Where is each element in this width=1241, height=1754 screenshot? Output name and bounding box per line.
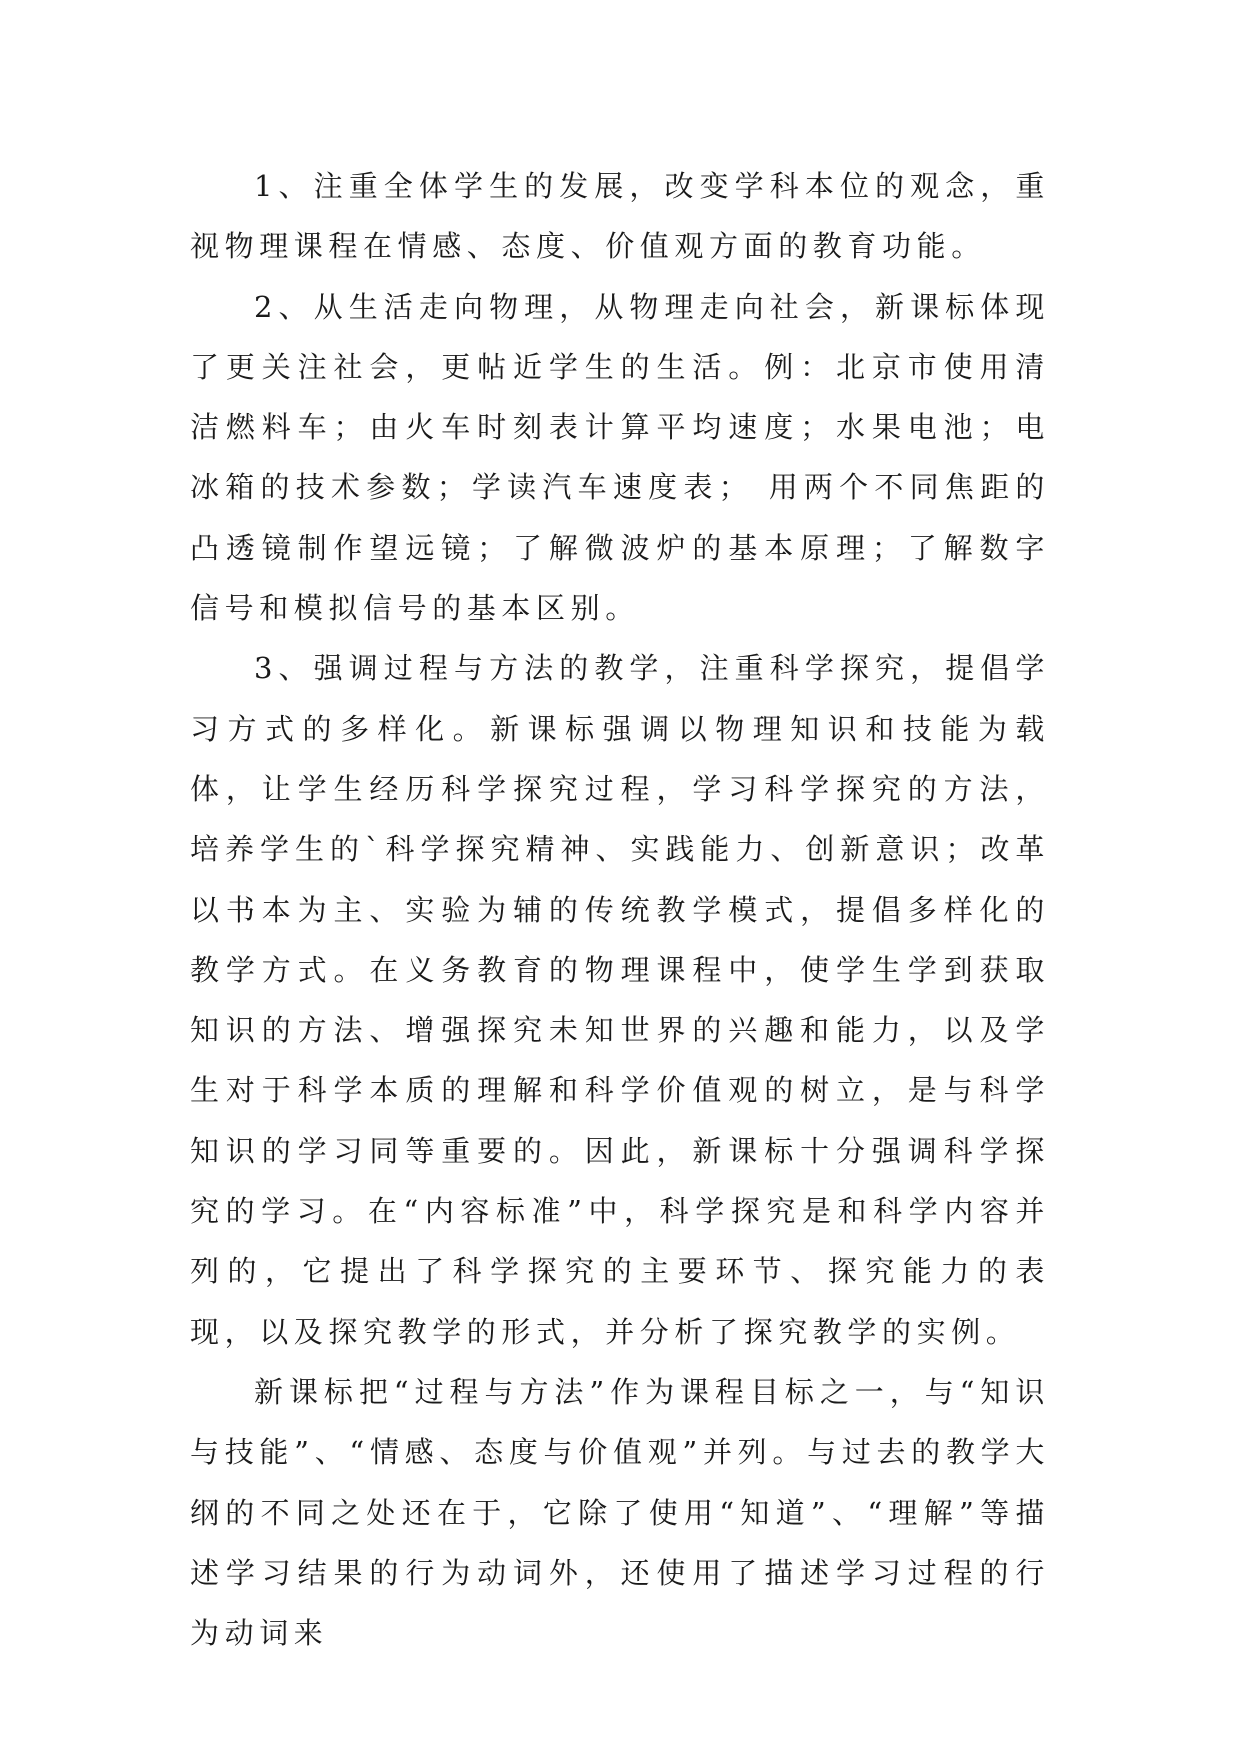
paragraph-4: 新课标把“过程与方法”作为课程目标之一，与“知识与技能”、“情感、态度与价值观”并列。与过去的教学大纲的不同之处还在于，它除了使用“知道”、“理解”等描述学习结果的行为动词外，还使用了描述学习过程的行为动词来	[190, 1374, 1050, 1651]
paragraph-3: 3、强调过程与方法的教学，注重科学探究，提倡学习方式的多样化。新课标强调以物理知识和技能为载体，让学生经历科学探究过程，学习科学探究的方法，培养学生的`科学探究精神、实践能力、创新意识；改革以书本为主、实验为辅的传统教学模式，提倡多样化的教学方式。在义务教育的物理课程中，使学生学到获取知识的方法、增强探究未知世界的兴趣和能力，以及学生对于科学本质的理解和科学价值观的树立，是与科学知识的学习同等重要的。因此，新课标十分强调科学探究的学习。在“内容标准”中，科学探究是和科学内容并列的，它提出了科学探究的主要环节、探究能力的表现，以及探究教学的形式，并分析了探究教学的实例。	[190, 651, 1050, 1349]
paragraph-1: 1、注重全体学生的发展，改变学科本位的观念，重视物理课程在情感、态度、价值观方面的教育功能。	[190, 169, 1050, 264]
document-body	[190, 156, 1050, 1663]
paragraph-2: 2、从生活走向物理，从物理走向社会，新课标体现了更关注社会，更帖近学生的生活。例：北京市使用清洁燃料车；由火车时刻表计算平均速度；水果电池；电冰箱的技术参数；学读汽车速度表； 用两个不同焦距的凸透镜制作望远镜；了解微波炉的基本原理；了解数字信号和模拟信号的基本区别。	[190, 289, 1050, 626]
